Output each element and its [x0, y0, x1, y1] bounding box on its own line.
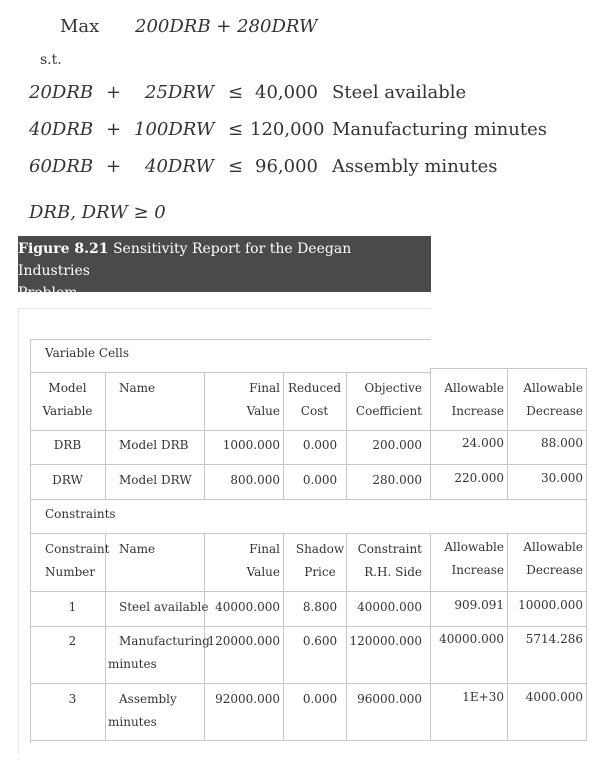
objective-label: Max: [60, 16, 100, 37]
constraint-description: Assembly minutes: [332, 156, 498, 177]
final-value: 1000.000: [222, 438, 280, 452]
panel-top-border: [18, 308, 431, 309]
reduced-cost: 0.000: [302, 438, 338, 452]
constraints-heading: Constraints: [45, 507, 116, 521]
constraint-number: 3: [68, 692, 77, 706]
constraint-rhs: 96,000: [255, 156, 318, 177]
shadow-price: 8.800: [302, 600, 338, 614]
plus-sign: +: [106, 82, 122, 103]
figure-title-continued: Problem: [18, 285, 78, 301]
constraint-rhs-value: 96000.000: [357, 692, 422, 706]
constraint-term: 40DRW: [145, 156, 214, 177]
header-increase: Increase: [451, 563, 504, 577]
constraint-term: 60DRB: [29, 156, 94, 177]
variable-id: DRW: [52, 473, 83, 487]
constraint-description: Manufacturing minutes: [332, 119, 547, 140]
allowable-decrease: 30.000: [541, 471, 583, 485]
constraint-term: 40DRB: [29, 119, 94, 140]
header-final: Final: [249, 542, 280, 556]
constraint-term: 25DRW: [145, 82, 214, 103]
variable-id: DRB: [53, 438, 82, 452]
shadow-price: 0.000: [302, 692, 338, 706]
objective-expression: 200DRB + 280DRW: [135, 16, 318, 37]
final-value: 120000.000: [207, 634, 280, 648]
header-shadow: Shadow: [295, 542, 345, 556]
constraint-description: Steel available: [332, 82, 467, 103]
constraint-term: 20DRB: [29, 82, 94, 103]
figure-number: Figure 8.21: [18, 241, 109, 257]
constraint-name: Steel available: [119, 600, 209, 614]
constraint-rhs: 120,000: [250, 119, 325, 140]
less-equal-sign: ≤: [228, 119, 244, 140]
reduced-cost: 0.000: [302, 473, 338, 487]
constraint-number: 1: [68, 600, 77, 614]
final-value: 40000.000: [215, 600, 280, 614]
header-coefficient: Coefficient: [355, 404, 422, 418]
constraint-name-continued: minutes: [108, 657, 157, 671]
header-increase: Increase: [451, 404, 504, 418]
figure-title: Sensitivity Report for the Deegan Industries: [18, 241, 352, 279]
constraint-name-continued: minutes: [108, 715, 157, 729]
constraint-rhs: 40,000: [255, 82, 318, 103]
header-model: Model: [48, 381, 87, 395]
allowable-decrease: 10000.000: [518, 598, 583, 612]
allowable-increase: 1E+30: [462, 690, 504, 704]
figure-caption: [18, 236, 431, 301]
header-final: Final: [249, 381, 280, 395]
final-value: 800.000: [230, 473, 280, 487]
header-constraint-rhs: Constraint: [357, 542, 422, 556]
constraint-number: 2: [68, 634, 77, 648]
plus-sign: +: [106, 119, 122, 140]
allowable-increase: 40000.000: [439, 632, 504, 646]
variable-cells-heading: Variable Cells: [45, 346, 129, 360]
header-number: Number: [45, 565, 96, 579]
header-variable: Variable: [42, 404, 93, 418]
header-price: Price: [304, 565, 336, 579]
header-value: Value: [246, 565, 280, 579]
constraint-term: 100DRW: [134, 119, 215, 140]
less-equal-sign: ≤: [228, 156, 244, 177]
nonnegativity-constraint: DRB, DRW ≥ 0: [29, 202, 166, 223]
final-value: 92000.000: [215, 692, 280, 706]
allowable-increase: 909.091: [454, 598, 504, 612]
header-objective: Objective: [364, 381, 422, 395]
objective-coefficient: 280.000: [372, 473, 422, 487]
plus-sign: +: [106, 156, 122, 177]
constraint-name: Manufacturing: [119, 634, 210, 648]
header-allowable: Allowable: [444, 381, 504, 395]
variable-name: Model DRW: [119, 473, 192, 487]
allowable-increase: 24.000: [462, 436, 504, 450]
header-constraint: Constraint: [45, 542, 110, 556]
header-rh-side: R.H. Side: [364, 565, 422, 579]
header-decrease: Decrease: [526, 563, 583, 577]
allowable-decrease: 5714.286: [525, 632, 583, 646]
allowable-decrease: 88.000: [541, 436, 583, 450]
panel-left-border: [18, 308, 19, 754]
objective-coefficient: 200.000: [372, 438, 422, 452]
header-value: Value: [246, 404, 280, 418]
variable-name: Model DRB: [119, 438, 189, 452]
header-name: Name: [119, 381, 156, 395]
header-allowable: Allowable: [444, 540, 504, 554]
less-equal-sign: ≤: [228, 82, 244, 103]
header-allowable: Allowable: [523, 540, 583, 554]
header-cost: Cost: [300, 404, 329, 418]
allowable-decrease: 4000.000: [525, 690, 583, 704]
header-allowable: Allowable: [523, 381, 583, 395]
header-name: Name: [119, 542, 156, 556]
constraint-rhs-value: 40000.000: [357, 600, 422, 614]
subject-to-label: s.t.: [40, 52, 62, 68]
constraint-rhs-value: 120000.000: [349, 634, 422, 648]
allowable-increase: 220.000: [454, 471, 504, 485]
constraint-name: Assembly: [119, 692, 177, 706]
header-decrease: Decrease: [526, 404, 583, 418]
header-reduced: Reduced: [287, 381, 342, 395]
shadow-price: 0.600: [302, 634, 338, 648]
